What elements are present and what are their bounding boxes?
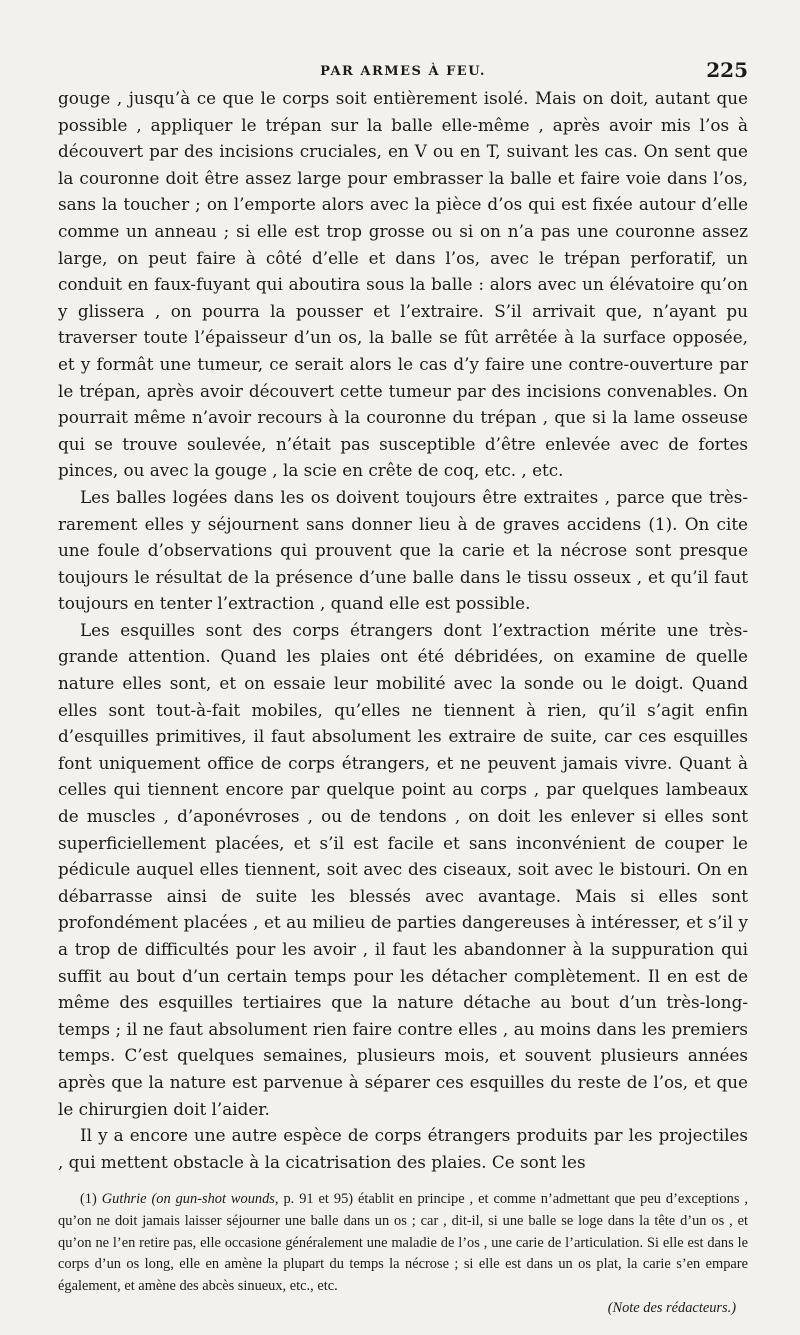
running-title: PAR ARMES À FEU.: [320, 64, 486, 79]
paragraph-autre-espece: Il y a encore une autre espèce de corps étrangers produits par les projectiles , qui mettent obstacle à la cicatrisation des plaies. Ce sont les: [58, 1125, 748, 1172]
paragraph-continuation: gouge , jusqu’à ce que le corps soit entièrement isolé. Mais on doit, autant que possible , appliquer le trépan sur la balle elle-même , après avoir mis l’os à découvert par des incisions cruciales, en V ou en T, suivant les cas. On sent que la couronne doit être assez large pour embrasser la balle et faire voie dans l’os, sans la toucher ; on l’emporte alors avec la pièce d’os qui est fixée autour d’elle comme un anneau ; si elle est trop grosse ou si on n’a pas une couronne assez large, on peut faire à côté d’elle et dans l’os, avec le trépan perforatif, un conduit en faux-fuyant qui aboutira sous la balle : alors avec un élévatoire qu’on y glissera , on pourra la pousser et l’extraire. S’il arrivait que, n’ayant pu traverser toute l’épaisseur d’un os, la balle se fût arrêtée à la surface opposée, et y formât une tumeur, ce serait alors le cas d’y faire une contre-ouverture par le trépan, après avoir découvert cette tumeur par des incisions convenables. On pourrait même n’avoir recours à la couronne du trépan , que si la lame osseuse qui se trouve soulevée, n’était pas susceptible d’être enlevée avec de fortes pinces, ou avec la gouge , la scie en crête de coq, etc. , etc.: [58, 88, 748, 481]
body-text: [58, 85, 748, 1175]
footnote: [58, 1189, 748, 1319]
paragraph-esquilles: Les esquilles sont des corps étrangers dont l’extraction mérite une très-grande attention. Quand les plaies ont été débridées, on examine de quelle nature elles sont, et on essaie leur mobilité avec la sonde ou le doigt. Quand elles sont tout-à-fait mobiles, qu’elles ne tiennent à rien, qu’il s’agit enfin d’esquilles primitives, il faut absolument les extraire de suite, car ces esquilles font uniquement office de corps étrangers, et ne peuvent jamais vivre. Quant à celles qui tiennent encore par quelque point au corps , par quelques lambeaux de muscles , d’aponévroses , ou de tendons , on doit les enlever si elles sont superficiellement placées, et s’il est facile et sans inconvénient de couper le pédicule auquel elles tiennent, soit avec des ciseaux, soit avec le bistouri. On en débarrasse ainsi de suite les blessés avec avantage. Mais si elles sont profondément placées , et au milieu de parties dangereuses à intéresser, et s’il y a trop de difficultés pour les avoir , il faut les abandonner à la suppuration qui suffit au bout d’un certain temps pour les détacher complètement. Il en est de même des esquilles tertiaires que la nature détache au bout d’un très-long-temps ; il ne faut absolument rien faire contre elles , au moins dans les premiers temps. C’est quelques semaines, plusieurs mois, et souvent plusieurs années après que la nature est parvenue à séparer ces esquilles du reste de l’os, et que le chirurgien doit l’aider.: [58, 619, 748, 1119]
footnote-work: (on gun-shot wounds,: [151, 1191, 279, 1208]
page-header: [58, 58, 748, 82]
page-number: 225: [706, 58, 748, 82]
footnote-signature: (Note des rédacteurs.): [607, 1299, 736, 1316]
book-page: [58, 58, 748, 1320]
footnote-marker: (1): [80, 1191, 97, 1208]
footnote-body: [58, 1189, 748, 1298]
footnote-text: p. 91 et 95) établit en principe , et comme n’admettant que peu d’exceptions , qu’on ne doit jamais laisser séjourner une balle dans un os ; car , dit-il, si une balle se loge dans la tête d’un os , et qu’on ne l’en retire pas, elle occasione généralement une maladie de l’os , une carie de l’articulation. Si elle est dans le corps d’un os long, elle en amène la plupart du temps la nécrose ; si elle est dans un os plat, la carie s’en empare également, et amène des abcès sinueux, etc., etc.: [58, 1191, 748, 1295]
footnote-author: Guthrie: [101, 1191, 147, 1208]
paragraph-balles-logees: Les balles logées dans les os doivent toujours être extraites , parce que très-rarement elles y séjournent sans donner lieu à de graves accidens (1). On cite une foule d’observations qui prouvent que la carie et la nécrose sont presque toujours le résultat de la présence d’une balle dans le tissu osseux , et qu’il faut toujours en tenter l’extraction , quand elle est possible.: [58, 486, 748, 614]
